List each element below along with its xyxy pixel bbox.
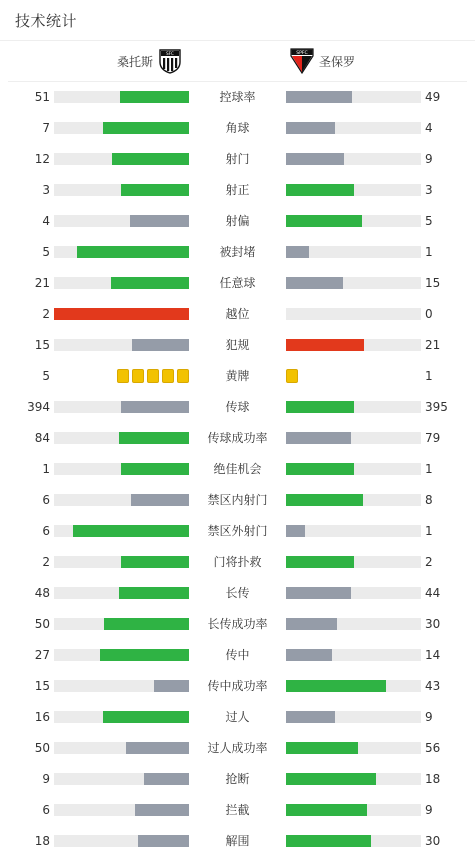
home-stat-value: 7 <box>42 121 50 135</box>
home-stat-bar-fill <box>100 649 189 661</box>
home-stat-bar <box>54 556 189 568</box>
stat-row <box>0 175 475 206</box>
home-stat-value: 48 <box>34 586 50 600</box>
away-stat-bar <box>286 680 421 692</box>
home-stat-value: 84 <box>34 431 50 445</box>
home-stat-value: 18 <box>34 834 50 848</box>
away-stat-value: 15 <box>425 276 441 290</box>
home-stat-bar <box>54 215 189 227</box>
away-stat-bar <box>286 339 421 351</box>
away-stat-bar-fill <box>286 277 343 289</box>
home-stat-bar-fill <box>121 463 189 475</box>
away-stat-bar <box>286 804 421 816</box>
home-stat-bar-fill <box>126 742 189 754</box>
home-stat-bar <box>54 494 189 506</box>
sao-paulo-crest-text: SPFC <box>296 51 308 56</box>
home-stat-bar <box>54 308 189 320</box>
stat-row <box>0 733 475 764</box>
yellow-card-icon <box>162 369 174 383</box>
away-stat-value: 1 <box>425 524 433 538</box>
stat-row <box>0 826 475 857</box>
teams-header <box>8 41 467 82</box>
home-stat-bar-fill <box>154 680 189 692</box>
away-stat-value: 3 <box>425 183 433 197</box>
home-stat-value: 1 <box>42 462 50 476</box>
home-stat-bar <box>54 184 189 196</box>
stat-label: 解围 <box>225 834 250 848</box>
away-stat-bar <box>286 494 421 506</box>
home-stat-value: 2 <box>42 555 50 569</box>
away-stat-value: 49 <box>425 90 441 104</box>
away-stat-bar-fill <box>286 184 354 196</box>
stat-label: 射门 <box>225 152 250 166</box>
home-stat-value: 2 <box>42 307 50 321</box>
stat-row <box>0 144 475 175</box>
home-stat-bar <box>54 618 189 630</box>
home-stat-value: 6 <box>42 803 50 817</box>
stat-row <box>0 299 475 330</box>
away-stat-bar <box>286 277 421 289</box>
stat-row <box>0 268 475 299</box>
stat-label: 绝佳机会 <box>213 462 262 476</box>
home-stat-bar <box>54 804 189 816</box>
away-stat-value: 9 <box>425 710 433 724</box>
home-stat-bar-fill <box>104 618 189 630</box>
away-stat-bar <box>286 773 421 785</box>
away-stat-bar-fill <box>286 215 362 227</box>
away-stat-value: 56 <box>425 741 441 755</box>
yellow-card-icon <box>117 369 129 383</box>
home-stat-value: 21 <box>34 276 50 290</box>
away-stat-bar <box>286 308 421 320</box>
home-stat-value: 5 <box>42 245 50 259</box>
home-stat-bar <box>54 773 189 785</box>
stat-label: 任意球 <box>219 276 256 290</box>
away-stat-value: 43 <box>425 679 441 693</box>
home-stat-bar-fill <box>120 91 189 103</box>
home-stat-bar <box>54 835 189 847</box>
away-stat-bar-fill <box>286 122 335 134</box>
home-stat-bar <box>54 463 189 475</box>
home-stat-bar <box>54 122 189 134</box>
away-stat-bar <box>286 618 421 630</box>
home-stat-bar <box>54 401 189 413</box>
away-stat-bar <box>286 649 421 661</box>
santos-crest-icon <box>158 48 182 74</box>
home-stat-bar-fill <box>103 122 189 134</box>
away-stat-value: 79 <box>425 431 441 445</box>
home-stat-value: 15 <box>34 679 50 693</box>
away-stat-value: 30 <box>425 617 441 631</box>
stat-label: 被封堵 <box>219 245 256 259</box>
yellow-card-icon <box>147 369 159 383</box>
home-stat-value: 6 <box>42 524 50 538</box>
stat-row <box>0 547 475 578</box>
home-stat-bar-fill <box>77 246 189 258</box>
home-stat-bar <box>54 587 189 599</box>
home-stat-bar <box>54 742 189 754</box>
away-yellow-cards <box>286 369 298 383</box>
stat-label: 射正 <box>225 183 250 197</box>
stat-label: 抢断 <box>225 772 250 786</box>
home-stat-bar <box>54 525 189 537</box>
home-stat-value: 3 <box>42 183 50 197</box>
home-stat-value: 4 <box>42 214 50 228</box>
away-stat-bar-fill <box>286 153 344 165</box>
away-stat-bar <box>286 432 421 444</box>
home-stat-bar <box>54 246 189 258</box>
home-stat-bar-fill <box>103 711 189 723</box>
stat-row <box>0 423 475 454</box>
stat-label: 门将扑救 <box>213 555 262 569</box>
away-stat-value: 1 <box>425 245 433 259</box>
home-stat-bar-fill <box>112 153 189 165</box>
stat-row <box>0 361 475 392</box>
stat-row <box>0 609 475 640</box>
away-stat-bar <box>286 122 421 134</box>
header <box>0 0 475 41</box>
home-stat-value: 16 <box>34 710 50 724</box>
home-stat-bar <box>54 277 189 289</box>
away-stat-bar <box>286 742 421 754</box>
away-stat-bar-fill <box>286 91 352 103</box>
home-stat-bar <box>54 680 189 692</box>
away-stat-value: 395 <box>425 400 448 414</box>
away-team <box>290 41 355 81</box>
home-stat-bar-fill <box>54 308 189 320</box>
yellow-card-icon <box>286 369 298 383</box>
stat-label: 长传成功率 <box>207 617 268 631</box>
home-stat-bar-fill <box>119 587 189 599</box>
home-stat-bar-fill <box>121 401 189 413</box>
stat-label: 禁区内射门 <box>207 493 268 507</box>
home-stat-bar-fill <box>111 277 189 289</box>
away-stat-bar-fill <box>286 587 351 599</box>
home-team <box>117 41 182 81</box>
home-stat-value: 12 <box>34 152 50 166</box>
away-stat-value: 44 <box>425 586 441 600</box>
away-stat-bar <box>286 556 421 568</box>
stat-label: 传球成功率 <box>207 431 268 445</box>
stat-row <box>0 578 475 609</box>
away-stat-bar-fill <box>286 773 376 785</box>
stat-label: 控球率 <box>219 90 256 104</box>
away-stat-bar <box>286 215 421 227</box>
home-stat-value: 6 <box>42 493 50 507</box>
stat-label: 禁区外射门 <box>207 524 268 538</box>
home-stat-bar-fill <box>131 494 189 506</box>
home-stat-value: 15 <box>34 338 50 352</box>
away-stat-bar-fill <box>286 246 309 258</box>
away-stat-bar-fill <box>286 556 354 568</box>
away-stat-bar-fill <box>286 835 371 847</box>
stat-row <box>0 330 475 361</box>
stat-row <box>0 454 475 485</box>
stat-row <box>0 113 475 144</box>
stat-label: 传中成功率 <box>207 679 268 693</box>
stat-row <box>0 516 475 547</box>
away-stat-bar <box>286 463 421 475</box>
away-stat-bar <box>286 401 421 413</box>
home-stat-bar <box>54 649 189 661</box>
stat-label: 越位 <box>225 307 250 321</box>
away-stat-bar <box>286 91 421 103</box>
away-stat-value: 1 <box>425 369 433 383</box>
away-stat-bar-fill <box>286 494 363 506</box>
stat-row <box>0 764 475 795</box>
home-stat-bar <box>54 711 189 723</box>
home-stat-value: 9 <box>42 772 50 786</box>
away-stat-bar-fill <box>286 618 337 630</box>
home-stat-value: 51 <box>34 90 50 104</box>
away-stat-bar-fill <box>286 649 332 661</box>
stat-label: 角球 <box>225 121 250 135</box>
stat-row <box>0 206 475 237</box>
away-stat-value: 9 <box>425 152 433 166</box>
away-stat-value: 30 <box>425 834 441 848</box>
stat-row <box>0 671 475 702</box>
away-stat-value: 2 <box>425 555 433 569</box>
home-stat-bar-fill <box>121 556 189 568</box>
stat-label: 过人成功率 <box>207 741 268 755</box>
stat-label: 传球 <box>225 400 250 414</box>
home-stat-bar <box>54 91 189 103</box>
away-stat-value: 0 <box>425 307 433 321</box>
stat-row <box>0 392 475 423</box>
home-stat-bar-fill <box>73 525 189 537</box>
stat-row <box>0 795 475 826</box>
away-stat-bar-fill <box>286 525 305 537</box>
sao-paulo-crest-icon <box>290 48 314 74</box>
away-stat-value: 21 <box>425 338 441 352</box>
home-stat-value: 27 <box>34 648 50 662</box>
away-stat-bar-fill <box>286 401 354 413</box>
stat-label: 射偏 <box>225 214 250 228</box>
stat-label: 过人 <box>225 710 250 724</box>
away-stat-value: 4 <box>425 121 433 135</box>
home-stat-bar-fill <box>135 804 189 816</box>
home-yellow-cards <box>117 369 189 383</box>
home-stat-bar-fill <box>132 339 189 351</box>
home-stat-value: 394 <box>27 400 50 414</box>
yellow-card-icon <box>132 369 144 383</box>
away-stat-value: 14 <box>425 648 441 662</box>
away-team-name: 圣保罗 <box>319 54 356 69</box>
svg-text:SFC: SFC <box>166 51 174 56</box>
home-stat-bar-fill <box>121 184 189 196</box>
page-title: 技术统计 <box>15 11 78 30</box>
home-team-name: 桑托斯 <box>116 54 153 69</box>
away-stat-bar <box>286 184 421 196</box>
home-stat-bar-fill <box>130 215 189 227</box>
stats-list <box>0 82 475 857</box>
away-stat-bar <box>286 835 421 847</box>
stat-label: 犯规 <box>225 338 250 352</box>
away-stat-bar <box>286 525 421 537</box>
home-stat-value: 5 <box>42 369 50 383</box>
away-stat-bar <box>286 153 421 165</box>
away-stat-value: 9 <box>425 803 433 817</box>
away-stat-bar-fill <box>286 339 364 351</box>
home-stat-value: 50 <box>34 617 50 631</box>
home-stat-bar-fill <box>138 835 189 847</box>
away-stat-bar-fill <box>286 463 354 475</box>
home-stat-bar <box>54 153 189 165</box>
away-stat-value: 1 <box>425 462 433 476</box>
home-stat-value: 50 <box>34 741 50 755</box>
stat-row <box>0 640 475 671</box>
home-stat-bar-fill <box>119 432 189 444</box>
away-stat-bar-fill <box>286 711 335 723</box>
away-stat-value: 8 <box>425 493 433 507</box>
home-stat-bar <box>54 432 189 444</box>
stat-label: 拦截 <box>225 803 250 817</box>
stat-label: 传中 <box>225 648 250 662</box>
away-stat-bar <box>286 711 421 723</box>
away-stat-bar-fill <box>286 680 386 692</box>
away-stat-bar-fill <box>286 742 358 754</box>
stat-label: 黄牌 <box>225 369 250 383</box>
stat-row <box>0 702 475 733</box>
away-stat-value: 5 <box>425 214 433 228</box>
stat-row <box>0 82 475 113</box>
stat-label: 长传 <box>225 586 250 600</box>
away-stat-bar <box>286 246 421 258</box>
stat-row <box>0 485 475 516</box>
away-stat-bar <box>286 587 421 599</box>
home-stat-bar-fill <box>144 773 189 785</box>
home-stat-bar <box>54 339 189 351</box>
yellow-card-icon <box>177 369 189 383</box>
away-stat-bar-fill <box>286 804 367 816</box>
away-stat-bar-fill <box>286 432 351 444</box>
away-stat-value: 18 <box>425 772 441 786</box>
stat-row <box>0 237 475 268</box>
